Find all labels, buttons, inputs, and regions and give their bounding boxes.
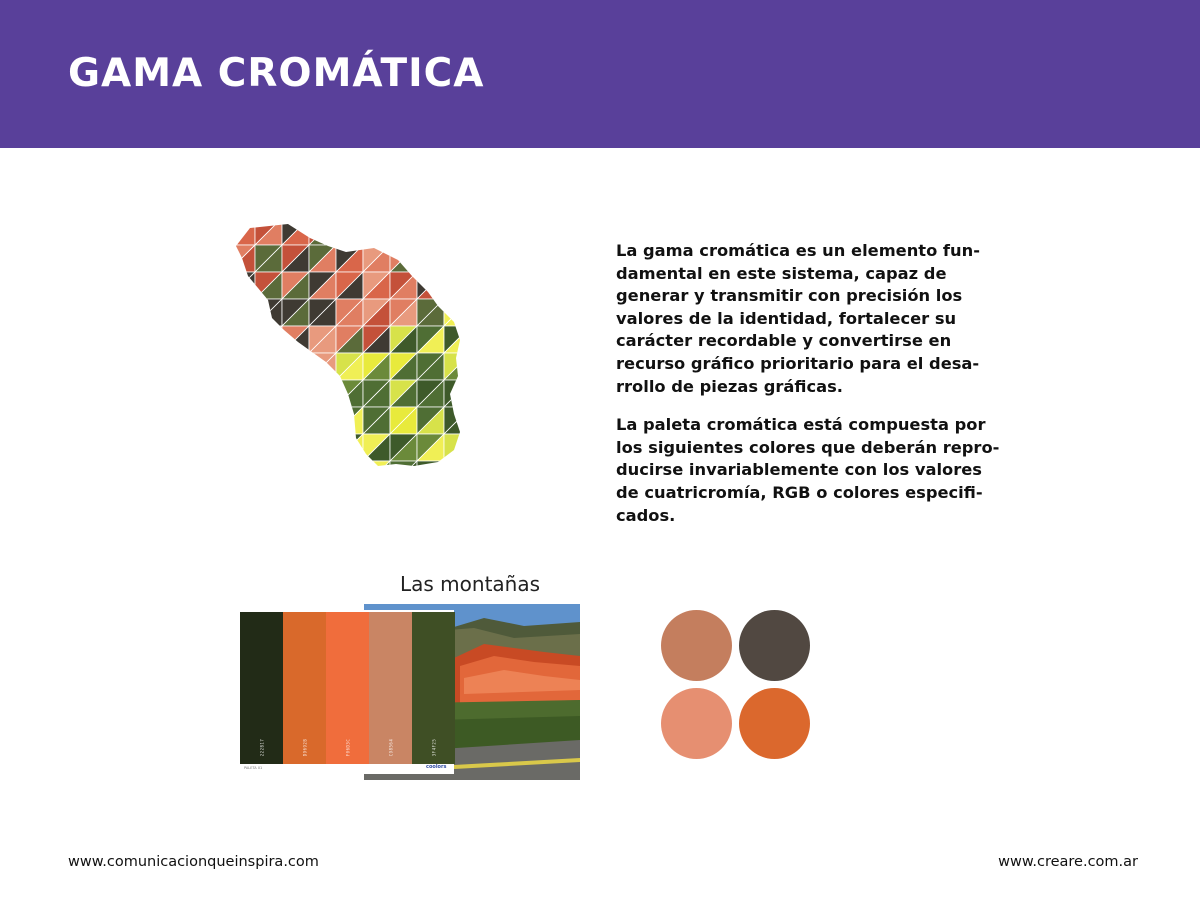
map-tile — [228, 461, 255, 478]
map-tile — [471, 218, 478, 245]
map-tile — [417, 218, 444, 245]
map-tile — [390, 461, 417, 478]
map-tile — [390, 218, 417, 245]
intro-paragraph-1 — [616, 240, 1016, 398]
swatch-4 — [369, 612, 412, 764]
map-tile — [255, 299, 282, 326]
color-circle-2 — [739, 610, 810, 681]
map-tile — [228, 299, 255, 326]
map-tile — [444, 434, 471, 461]
map-tile — [444, 218, 471, 245]
intro-text — [616, 240, 1016, 543]
map-tile — [309, 407, 336, 434]
map-tile — [336, 218, 363, 245]
map-tile — [471, 326, 478, 353]
map-tile — [309, 407, 336, 434]
map-tile — [471, 461, 478, 478]
map-tile — [471, 434, 478, 461]
map-tile — [363, 218, 390, 245]
map-tile — [282, 461, 309, 478]
color-circle-4 — [739, 688, 810, 759]
map-tile — [228, 326, 255, 353]
text-line: La gama cromática es un elemento fun- — [616, 241, 980, 260]
swatch-code: 222B17 — [259, 738, 264, 757]
text-line: damental en este sistema, capaz de — [616, 263, 947, 283]
swatch-code: F06D3C — [345, 738, 350, 757]
text-line: los siguientes colores que deberán repro- — [616, 437, 1000, 457]
map-tile — [471, 218, 478, 245]
map-tile — [282, 434, 309, 461]
swatch-1 — [240, 612, 283, 764]
map-tile — [417, 461, 444, 478]
palette-title: Las montañas — [400, 572, 541, 596]
footer-link-right[interactable]: www.creare.com.ar — [998, 854, 1138, 870]
map-tile — [255, 461, 282, 478]
map-tile — [282, 380, 309, 407]
map-tile — [255, 407, 282, 434]
map-tile — [255, 326, 282, 353]
map-tile — [309, 434, 336, 461]
map-tile — [282, 407, 309, 434]
map-tile — [444, 299, 471, 326]
map-tile — [471, 245, 478, 272]
map-tile — [417, 245, 444, 272]
map-tile — [417, 218, 444, 245]
map-tile — [471, 272, 478, 299]
map-tile — [471, 407, 478, 434]
color-circle-3 — [661, 688, 732, 759]
color-circle-1 — [661, 610, 732, 681]
map-tile — [255, 380, 282, 407]
map-tile — [282, 353, 309, 380]
map-tile — [309, 434, 336, 461]
map-tile — [471, 461, 478, 478]
map-tile — [309, 461, 336, 478]
text-line: valores de la identidad, fortalecer su — [616, 308, 957, 328]
text-line: recurso gráfico prioritario para el desa- — [616, 353, 980, 373]
map-tile — [363, 461, 390, 478]
intro-paragraph-2 — [616, 414, 1016, 527]
map-tile — [255, 461, 282, 478]
swatch-3 — [326, 612, 369, 764]
map-tile — [282, 434, 309, 461]
map-tile — [471, 245, 478, 272]
palette-brand-logo: coolors — [426, 764, 447, 770]
text-line: de cuatricromía, RGB o colores especifi- — [616, 482, 983, 502]
map-tile — [309, 218, 336, 245]
map-tile — [444, 218, 471, 245]
map-tile — [309, 461, 336, 478]
text-line: rrollo de piezas gráficas. — [616, 376, 843, 396]
map-tile — [336, 434, 363, 461]
map-tile — [390, 218, 417, 245]
map-tile — [228, 407, 255, 434]
map-tile — [282, 353, 309, 380]
map-tile — [471, 380, 478, 407]
map-tile — [255, 434, 282, 461]
map-tile — [444, 272, 471, 299]
map-tile — [255, 380, 282, 407]
map-tile — [228, 380, 255, 407]
map-tile — [228, 434, 255, 461]
map-tile — [471, 353, 478, 380]
map-tile — [228, 461, 255, 478]
map-tile — [444, 461, 471, 478]
map-tile — [471, 326, 478, 353]
province-map-svg — [228, 218, 478, 478]
swatch-code: D9692B — [302, 738, 307, 757]
map-tile — [282, 407, 309, 434]
text-line: ducirse invariablemente con los valores — [616, 460, 982, 480]
map-tile — [336, 407, 363, 434]
map-tile — [471, 407, 478, 434]
map-tile — [228, 326, 255, 353]
swatch-code: C98564 — [388, 738, 393, 757]
map-tile — [336, 461, 363, 478]
province-map-illustration — [228, 218, 478, 478]
map-tile — [255, 407, 282, 434]
swatch-2 — [283, 612, 326, 764]
map-tile — [255, 434, 282, 461]
text-line: generar y transmitir con precisión los — [616, 286, 963, 306]
map-tile — [228, 353, 255, 380]
map-tile — [228, 272, 255, 299]
map-tile — [228, 353, 255, 380]
map-tile — [255, 326, 282, 353]
map-tile — [228, 380, 255, 407]
map-tile — [282, 461, 309, 478]
map-tile — [282, 380, 309, 407]
swatch-5 — [412, 612, 455, 764]
swatch-code: 3F4F25 — [431, 738, 436, 757]
map-tile — [255, 353, 282, 380]
map-tile — [336, 218, 363, 245]
text-line: carácter recordable y convertirse en — [616, 331, 952, 351]
map-tile — [228, 434, 255, 461]
map-tile — [444, 272, 471, 299]
map-tile — [471, 299, 478, 326]
map-tile — [471, 299, 478, 326]
map-tile — [471, 272, 478, 299]
map-tile — [471, 434, 478, 461]
palette-footnote: PALETA 01 — [244, 766, 263, 770]
map-tile — [309, 380, 336, 407]
map-tile — [444, 245, 471, 272]
header-banner — [0, 0, 1200, 148]
map-tile — [309, 380, 336, 407]
map-tile — [417, 245, 444, 272]
map-tile — [444, 461, 471, 478]
palette-card — [236, 610, 454, 774]
map-tile — [228, 299, 255, 326]
map-tile — [336, 461, 363, 478]
map-tile — [363, 218, 390, 245]
text-line: cados. — [616, 505, 676, 525]
footer-link-left[interactable]: www.comunicacionqueinspira.com — [68, 854, 319, 870]
map-tile — [228, 218, 255, 245]
map-tile — [255, 353, 282, 380]
page-title: GAMA CROMÁTICA — [68, 51, 485, 96]
text-line: La paleta cromática está compuesta por — [616, 415, 986, 435]
map-tile — [228, 407, 255, 434]
map-tile — [471, 353, 478, 380]
map-tile — [471, 380, 478, 407]
map-tile — [444, 245, 471, 272]
